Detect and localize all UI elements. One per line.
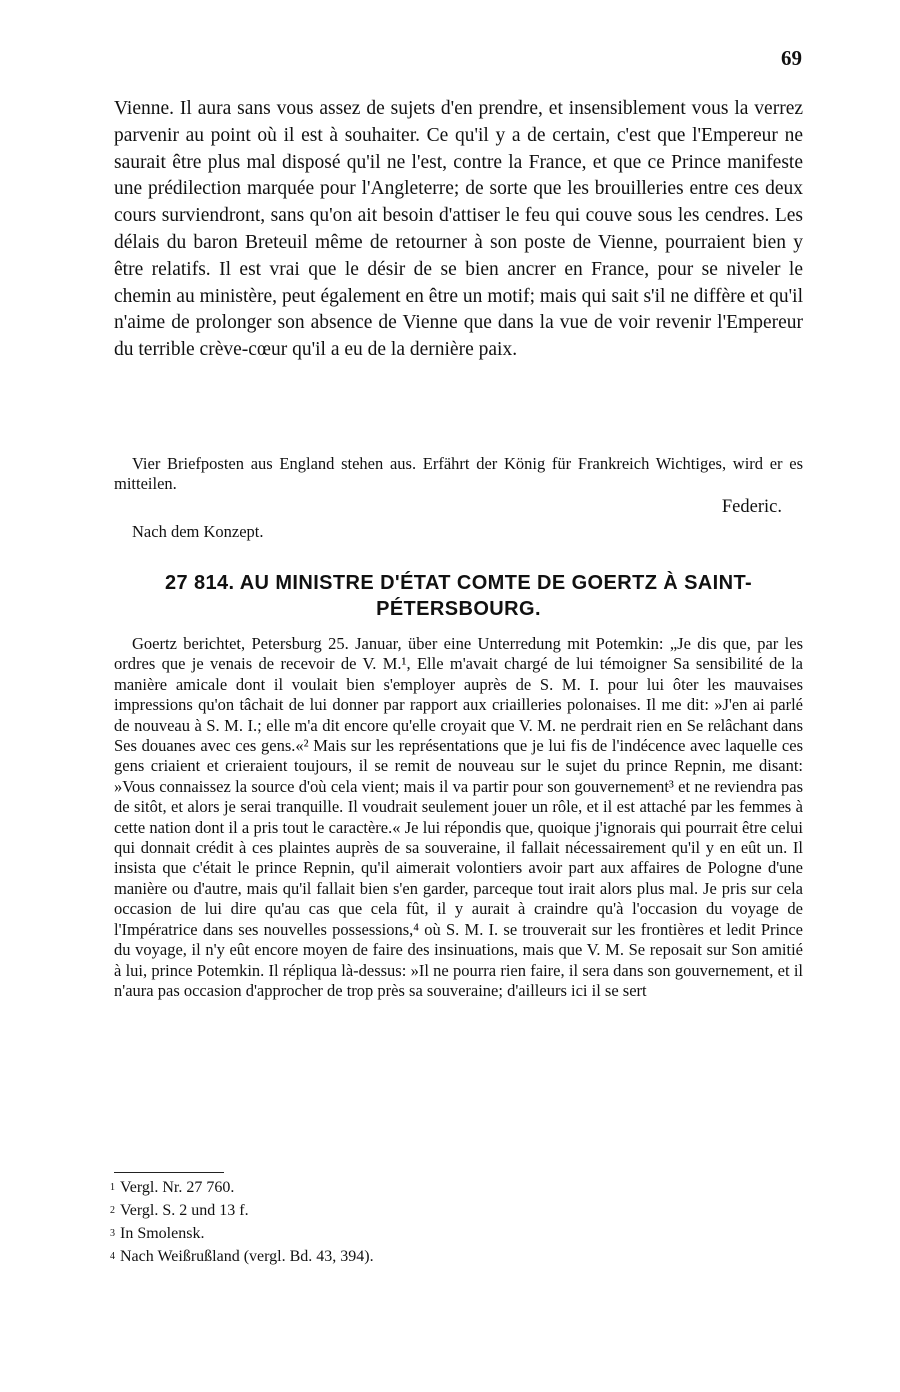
signature: Federic. (721, 497, 782, 517)
page-number: 69 (781, 46, 802, 70)
footnote (110, 1245, 510, 1268)
footnote (110, 1222, 510, 1245)
footnote-number: 2 (110, 1205, 115, 1216)
footnote-number: 3 (110, 1228, 115, 1239)
main-paragraph: Vienne. Il aura sans vous assez de sujets d'en prendre, et insensiblement vous la verrez parvenir au point où il est à souhaiter. Ce qu'il y a de certain, c'est que l'Empereur ne saurait être plus mal disposé qu'il ne l'est, contre la France, et que ce Prince manifeste une prédilection marquée pour l'Angleterre; de sorte que les brouilleries entre ces deux cours surviendront, sans qu'on ait besoin d'attiser le feu qui couve sous les cendres. Les délais du baron Breteuil même de retourner à son poste de Vienne, pourraient bien y être relatifs. Il est vrai que le désir de se bien ancrer en France, pour se niveler le chemin au ministère, peut également en être un motif; mais qui sait s'il ne diffère et qu'il n'aime de prolonger son absence de Vienne que dans la vue de voir revenir l'Empereur du terrible crève-cœur qu'il a eu de la dernière paix. (114, 98, 803, 361)
footnote-text: Nach Weißrußland (vergl. Bd. 43, 394). (120, 1248, 374, 1265)
document-heading: 27 814. AU MINISTRE D'ÉTAT COMTE DE GOERTZ À SAINT-PÉTERSBOURG. (164, 572, 753, 620)
footnote-number: 1 (110, 1182, 115, 1193)
source-note: Nach dem Konzept. (132, 522, 264, 541)
footnotes (110, 1176, 510, 1268)
footnote-text: Vergl. Nr. 27 760. (120, 1179, 235, 1196)
editorial-summary: Vier Briefposten aus England stehen aus. Erfährt der König für Frankreich Wichtiges, wird er es mitteilen. (114, 454, 803, 493)
report-summary: Goertz berichtet, Petersburg 25. Januar, über eine Unterredung mit Potemkin: „Je dis que, par les ordres que je venais de recevoir de V. M.¹, Elle m'avait chargé de lui témoigner Sa sensibilité de la manière amicale dont il voulait bien s'employer auprès de S. M. I. pour lui ôter les mauvaises impressions qu'on tâchait de lui donner par rapport aux criailleries polonaises. Il me dit: »J'en ai parlé de nouveau à S. M. I.; elle m'a dit encore qu'elle croyait que V. M. ne perdrait rien en Se relâchant dans Ses douanes avec ces gens.«² Mais sur les représentations que je lui fis de l'indécence avec laquelle ces gens criaient et crieraient toujours, il se remit de nouveau sur le sujet du prince Repnin, me disant: »Vous connaissez la source d'où cela vient; mais il va partir pour son gouvernement³ et ne reviendra pas de sitôt, et alors je serai tranquille. Il voudrait seulement jouer un rôle, et il est attaché par les femmes à cette nation dont il a pris tout le caractère.« Je lui répondis que, quoique j'ignorais qui pourrait être celui qui donnait crédit à ces plaintes auprès de sa souveraine, il fallait nécessairement qu'il y en eût un. Il insista que c'était le prince Repnin, qu'il aimerait volontiers avoir part aux affaires de Pologne d'une manière ou d'autre, mais qu'il fallait bien s'en garder, parceque tout irait alors plus mal. Je pris sur cela occasion de lui dire qu'au cas que cela fût, il y aurait à craindre qu'à l'occasion du voyage de l'Impératrice dans ses nouvelles possessions,⁴ où S. M. I. se trouverait sur les frontières et ledit Prince du voyage, il n'y eût encore moyen de faire des insinuations, mais que V. M. Se reposait sur Son amitié à lui, prince Potemkin. Il répliqua là-dessus: »Il ne pourra rien faire, il sera dans son gouvernement, et il n'aura pas occasion d'approcher de trop près sa souveraine; d'ailleurs ici il se sert (114, 634, 803, 1000)
footnote-rule (114, 1172, 224, 1173)
footnote (110, 1199, 510, 1222)
footnote (110, 1176, 510, 1199)
footnote-text: Vergl. S. 2 und 13 f. (120, 1202, 249, 1219)
footnote-text: In Smolensk. (120, 1225, 205, 1242)
footnote-number: 4 (110, 1251, 115, 1262)
